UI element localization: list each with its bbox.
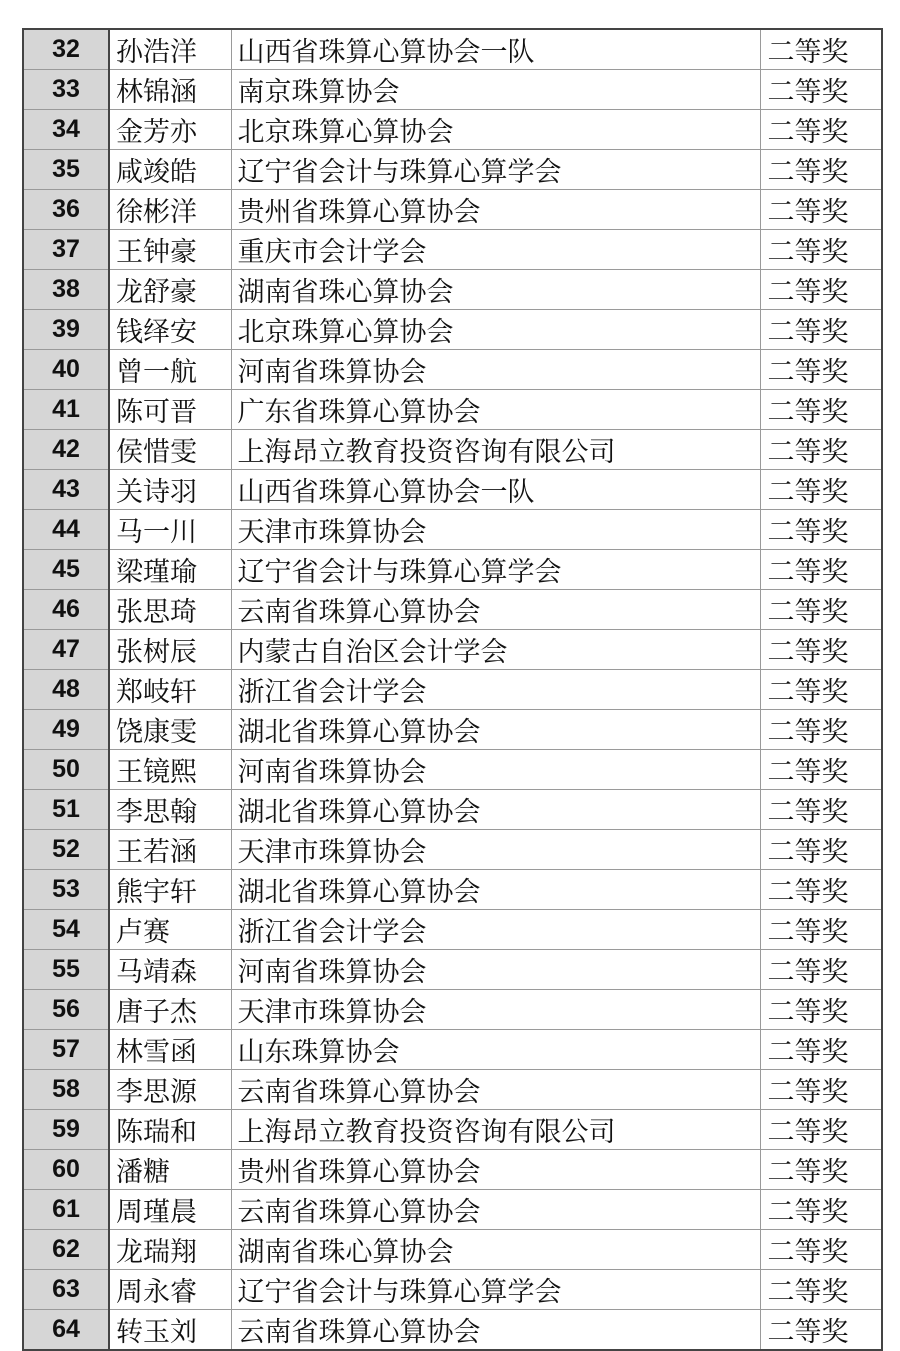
table-row [23, 630, 882, 670]
organization-cell: 辽宁省会计与珠算心算学会 [231, 550, 760, 590]
organization-cell: 浙江省会计学会 [231, 910, 760, 950]
rank-number-cell: 45 [23, 550, 109, 590]
award-level-cell: 二等奖 [760, 1070, 882, 1110]
award-level-cell: 二等奖 [760, 950, 882, 990]
organization-cell: 河南省珠算协会 [231, 950, 760, 990]
organization-cell: 湖南省珠心算协会 [231, 270, 760, 310]
organization-cell: 天津市珠算协会 [231, 510, 760, 550]
rank-number-cell: 40 [23, 350, 109, 390]
winner-name-cell: 王钟豪 [109, 230, 231, 270]
table-row [23, 1150, 882, 1190]
table-row [23, 1310, 882, 1351]
rank-number-cell: 41 [23, 390, 109, 430]
table-row [23, 310, 882, 350]
award-level-cell: 二等奖 [760, 1310, 882, 1351]
rank-number-cell: 55 [23, 950, 109, 990]
award-level-cell: 二等奖 [760, 750, 882, 790]
awards-table-body [23, 29, 882, 1350]
rank-number-cell: 59 [23, 1110, 109, 1150]
organization-cell: 天津市珠算协会 [231, 830, 760, 870]
award-level-cell: 二等奖 [760, 190, 882, 230]
rank-number-cell: 34 [23, 110, 109, 150]
winner-name-cell: 周永睿 [109, 1270, 231, 1310]
organization-cell: 湖北省珠算心算协会 [231, 710, 760, 750]
organization-cell: 云南省珠算心算协会 [231, 1070, 760, 1110]
winner-name-cell: 关诗羽 [109, 470, 231, 510]
winner-name-cell: 唐子杰 [109, 990, 231, 1030]
rank-number-cell: 37 [23, 230, 109, 270]
winner-name-cell: 林锦涵 [109, 70, 231, 110]
rank-number-cell: 54 [23, 910, 109, 950]
rank-number-cell: 62 [23, 1230, 109, 1270]
organization-cell: 北京珠算心算协会 [231, 310, 760, 350]
award-level-cell: 二等奖 [760, 1270, 882, 1310]
winner-name-cell: 李思源 [109, 1070, 231, 1110]
winner-name-cell: 熊宇轩 [109, 870, 231, 910]
winner-name-cell: 龙瑞翔 [109, 1230, 231, 1270]
organization-cell: 湖南省珠心算协会 [231, 1230, 760, 1270]
winner-name-cell: 曾一航 [109, 350, 231, 390]
organization-cell: 内蒙古自治区会计学会 [231, 630, 760, 670]
rank-number-cell: 42 [23, 430, 109, 470]
winner-name-cell: 张树辰 [109, 630, 231, 670]
winner-name-cell: 张思琦 [109, 590, 231, 630]
award-level-cell: 二等奖 [760, 550, 882, 590]
award-level-cell: 二等奖 [760, 1030, 882, 1070]
organization-cell: 河南省珠算协会 [231, 750, 760, 790]
table-row [23, 1190, 882, 1230]
winner-name-cell: 卢赛 [109, 910, 231, 950]
winner-name-cell: 王镜熙 [109, 750, 231, 790]
winner-name-cell: 饶康雯 [109, 710, 231, 750]
award-level-cell: 二等奖 [760, 790, 882, 830]
award-level-cell: 二等奖 [760, 510, 882, 550]
organization-cell: 上海昂立教育投资咨询有限公司 [231, 1110, 760, 1150]
rank-number-cell: 47 [23, 630, 109, 670]
award-level-cell: 二等奖 [760, 1150, 882, 1190]
table-row [23, 430, 882, 470]
award-level-cell: 二等奖 [760, 830, 882, 870]
rank-number-cell: 33 [23, 70, 109, 110]
table-row [23, 150, 882, 190]
rank-number-cell: 60 [23, 1150, 109, 1190]
winner-name-cell: 孙浩洋 [109, 29, 231, 70]
rank-number-cell: 32 [23, 29, 109, 70]
table-row [23, 750, 882, 790]
award-level-cell: 二等奖 [760, 1110, 882, 1150]
organization-cell: 云南省珠算心算协会 [231, 1190, 760, 1230]
award-level-cell: 二等奖 [760, 630, 882, 670]
organization-cell: 云南省珠算心算协会 [231, 1310, 760, 1351]
table-row [23, 390, 882, 430]
winner-name-cell: 金芳亦 [109, 110, 231, 150]
rank-number-cell: 57 [23, 1030, 109, 1070]
winner-name-cell: 林雪函 [109, 1030, 231, 1070]
rank-number-cell: 50 [23, 750, 109, 790]
table-row [23, 470, 882, 510]
organization-cell: 贵州省珠算心算协会 [231, 190, 760, 230]
winner-name-cell: 徐彬洋 [109, 190, 231, 230]
table-row [23, 550, 882, 590]
award-level-cell: 二等奖 [760, 70, 882, 110]
award-level-cell: 二等奖 [760, 910, 882, 950]
organization-cell: 辽宁省会计与珠算心算学会 [231, 1270, 760, 1310]
award-level-cell: 二等奖 [760, 430, 882, 470]
table-row [23, 830, 882, 870]
table-row [23, 190, 882, 230]
table-row [23, 990, 882, 1030]
table-row [23, 1230, 882, 1270]
table-row [23, 270, 882, 310]
winner-name-cell: 梁瑾瑜 [109, 550, 231, 590]
organization-cell: 湖北省珠算心算协会 [231, 870, 760, 910]
rank-number-cell: 46 [23, 590, 109, 630]
organization-cell: 云南省珠算心算协会 [231, 590, 760, 630]
winner-name-cell: 侯惜雯 [109, 430, 231, 470]
rank-number-cell: 51 [23, 790, 109, 830]
organization-cell: 山西省珠算心算协会一队 [231, 470, 760, 510]
award-level-cell: 二等奖 [760, 710, 882, 750]
award-level-cell: 二等奖 [760, 29, 882, 70]
table-row [23, 1030, 882, 1070]
award-level-cell: 二等奖 [760, 310, 882, 350]
award-level-cell: 二等奖 [760, 350, 882, 390]
award-level-cell: 二等奖 [760, 990, 882, 1030]
winner-name-cell: 周瑾晨 [109, 1190, 231, 1230]
winner-name-cell: 郑岐轩 [109, 670, 231, 710]
organization-cell: 天津市珠算协会 [231, 990, 760, 1030]
table-row [23, 870, 882, 910]
rank-number-cell: 61 [23, 1190, 109, 1230]
award-level-cell: 二等奖 [760, 870, 882, 910]
award-level-cell: 二等奖 [760, 110, 882, 150]
award-level-cell: 二等奖 [760, 230, 882, 270]
award-level-cell: 二等奖 [760, 1230, 882, 1270]
award-level-cell: 二等奖 [760, 590, 882, 630]
awards-table [22, 28, 883, 1351]
organization-cell: 辽宁省会计与珠算心算学会 [231, 150, 760, 190]
table-row [23, 710, 882, 750]
award-level-cell: 二等奖 [760, 1190, 882, 1230]
organization-cell: 上海昂立教育投资咨询有限公司 [231, 430, 760, 470]
organization-cell: 山西省珠算心算协会一队 [231, 29, 760, 70]
table-row [23, 350, 882, 390]
winner-name-cell: 钱绎安 [109, 310, 231, 350]
table-row [23, 1270, 882, 1310]
table-row [23, 950, 882, 990]
rank-number-cell: 49 [23, 710, 109, 750]
table-row [23, 790, 882, 830]
rank-number-cell: 63 [23, 1270, 109, 1310]
award-level-cell: 二等奖 [760, 270, 882, 310]
rank-number-cell: 38 [23, 270, 109, 310]
award-level-cell: 二等奖 [760, 150, 882, 190]
winner-name-cell: 潘糖 [109, 1150, 231, 1190]
table-row [23, 910, 882, 950]
rank-number-cell: 56 [23, 990, 109, 1030]
rank-number-cell: 43 [23, 470, 109, 510]
organization-cell: 浙江省会计学会 [231, 670, 760, 710]
winner-name-cell: 龙舒豪 [109, 270, 231, 310]
rank-number-cell: 48 [23, 670, 109, 710]
organization-cell: 山东珠算协会 [231, 1030, 760, 1070]
organization-cell: 南京珠算协会 [231, 70, 760, 110]
award-level-cell: 二等奖 [760, 470, 882, 510]
winner-name-cell: 王若涵 [109, 830, 231, 870]
rank-number-cell: 44 [23, 510, 109, 550]
table-row [23, 70, 882, 110]
winner-name-cell: 陈瑞和 [109, 1110, 231, 1150]
table-row [23, 1110, 882, 1150]
table-row [23, 590, 882, 630]
organization-cell: 北京珠算心算协会 [231, 110, 760, 150]
organization-cell: 贵州省珠算心算协会 [231, 1150, 760, 1190]
organization-cell: 河南省珠算协会 [231, 350, 760, 390]
table-row [23, 1070, 882, 1110]
rank-number-cell: 52 [23, 830, 109, 870]
award-level-cell: 二等奖 [760, 390, 882, 430]
winner-name-cell: 李思翰 [109, 790, 231, 830]
table-row [23, 510, 882, 550]
rank-number-cell: 58 [23, 1070, 109, 1110]
rank-number-cell: 35 [23, 150, 109, 190]
organization-cell: 广东省珠算心算协会 [231, 390, 760, 430]
rank-number-cell: 36 [23, 190, 109, 230]
organization-cell: 湖北省珠算心算协会 [231, 790, 760, 830]
award-level-cell: 二等奖 [760, 670, 882, 710]
rank-number-cell: 53 [23, 870, 109, 910]
table-row [23, 670, 882, 710]
winner-name-cell: 陈可晋 [109, 390, 231, 430]
organization-cell: 重庆市会计学会 [231, 230, 760, 270]
winner-name-cell: 咸竣皓 [109, 150, 231, 190]
rank-number-cell: 64 [23, 1310, 109, 1351]
table-row [23, 110, 882, 150]
winner-name-cell: 转玉刘 [109, 1310, 231, 1351]
table-row [23, 29, 882, 70]
table-row [23, 230, 882, 270]
rank-number-cell: 39 [23, 310, 109, 350]
winner-name-cell: 马一川 [109, 510, 231, 550]
winner-name-cell: 马靖森 [109, 950, 231, 990]
